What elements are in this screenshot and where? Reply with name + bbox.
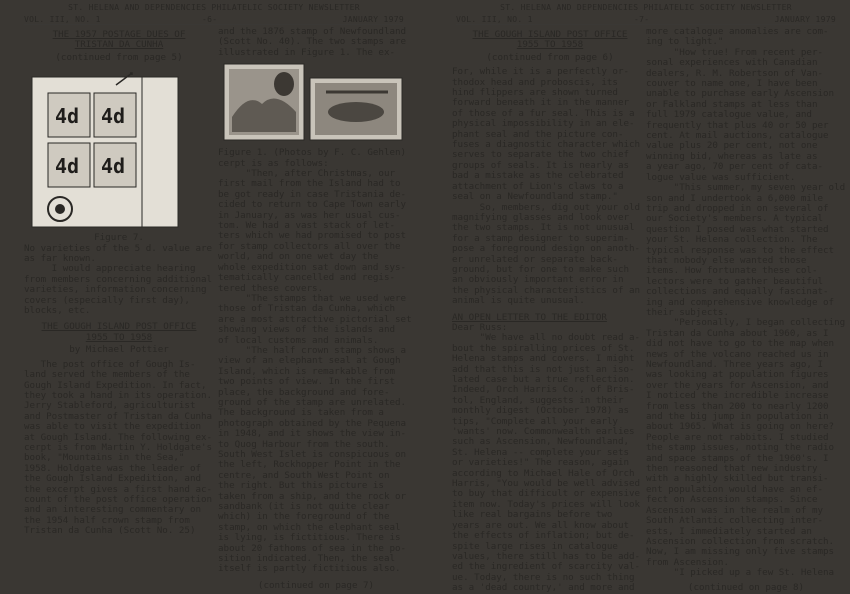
- article-text: and the 1876 stamp of Newfoundland (Scott No. 40). The two stamps are illustrated in Figure 1. The ex-: [218, 26, 407, 58]
- continued-from: (continued from page 5): [55, 51, 183, 63]
- right-column: [218, 26, 414, 591]
- stamps-photo: [218, 62, 408, 146]
- header-rule: [456, 24, 836, 25]
- postage-due-block-image: [30, 71, 180, 231]
- stamp-value: 4d: [101, 104, 126, 129]
- page-number: -7-: [634, 15, 650, 24]
- continued-on: (continued on page 8): [687, 581, 805, 593]
- letter-title: AN OPEN LETTER TO THE EDITOR: [452, 311, 607, 323]
- volume: VOL. III, NO. 1: [456, 15, 533, 24]
- postage-dues-text: No varieties of the 5 d. value are as far known. I would appreciate hearing from members concerning additional varieties, information concerning covers (especially first day), blocks, etc.: [24, 242, 213, 317]
- page-header: [456, 3, 836, 24]
- issue-date: JANUARY 1979: [342, 15, 404, 24]
- right-column: [646, 26, 846, 593]
- byline: by Michael Pottier: [69, 344, 169, 356]
- stamp-value: 4d: [55, 154, 80, 179]
- gough-article-text: The post office of Gough Is- land served the members of the Gough Island Expedition. In fact, they took a hand in its operation. Jerry Stableford, agriculturist and Postmaster of Tristan da Cunha was able to visit the expedition at Gough Island. The following ex- cerpt is from Martin Y. Holdgate's book, "Mountains in the Sea," 1958. Holdgate was the leader of the Gough Island Expedition, and the excerpt gives a first hand ac- count of the post office operation and an interesting commentary on the 1954 half crown stamp from Tristan da Cunha (Scott No. 25): [24, 358, 213, 537]
- right-page: [432, 0, 850, 594]
- article-title: THE 1957 POSTAGE DUES OF TRISTAN DA CUNHA: [52, 29, 186, 51]
- left-column: [24, 30, 214, 550]
- letter-text: "We have all no doubt read a- bout the spiralling prices of St. Helena stamps and covers. I might add that this is not just an iso- lated case but a true reflection. Indeed, Orch Harris Co., of Bris- tol, England, suggests in their monthly digest (October 1978) as tips, "Complete all your early 'wants' now. Commonwealth earlies such as Ascension, Newfoundland, St. Helena -- complete your sets or varieties!" The reason, again according to Michael Hale of Orch Harris, "You would be well advised to buy that difficult or expensive item now. Today's prices will look like real bargains before two years are out. We all know about the effects of inflation; but de- spite large rises in catalogue values, there still has to be add- ed the ingredient of scarcity val- ue. Today, there is no such thing as a 'dead country,' and more and: [452, 332, 641, 594]
- stamp-value: 4d: [55, 104, 80, 129]
- header-title: ST. HELENA AND DEPENDENCIES PHILATELIC SOCIETY NEWSLETTER: [68, 3, 360, 12]
- continued-from: (continued from page 6): [486, 51, 614, 63]
- header-title: ST. HELENA AND DEPENDENCIES PHILATELIC SOCIETY NEWSLETTER: [500, 3, 792, 12]
- continued-on: (continued on page 7): [257, 579, 375, 591]
- excerpt-text: cerpt is as follows: "Then, after Christmas, our first mail from the Island had to be got ready in case Tristania de- cided to return to Cape Town early in January, as was her usual cus- tom. We had a vast stack of let- ters which we had promised to post for stamp collectors all over the world, and on one wet day the whole expedition sat down and sys- tematically cancelled and regis- tered these covers. "The stamps that we used were those of Tristan da Cunha, which are a most attractive pictorial set showing views of the islands and of local customs and animals. "The half crown stamp shows a view of an elephant seal at Gough Island, which is remarkable from two points of view. In the first place, the background and fore- ground of the stamp are unrelated. The background is taken from a photograph obtained by the Pequena in 1948, and it shows the view in- to Quog Harbour from the south. South West Islet is conspicuous on the left, Rockhopper Point in the centre, and South West Point on the right. But this picture is taken from a ship, and the rock or sandbank (it is not quite clear which) in the foreground of the stamp, on which the elephant seal is lying, is fictitious. There is about 20 fathoms of sea in the po- sition indicated. Then, the seal itself is partly fictitious also.: [218, 157, 412, 575]
- article-text: For, while it is a perfectly or- thodox head and proboscis, its hind flippers are shown turned forward beneath it in the manner of those of a fur seal. This is a physical impossibility in an ele- phant seal and the picture con- fuses a diagnostic character which serves to separate the two chief groups of seals. It is nearly as bad a mistake as the celebrated attachment of Lion's claws to a seal on a Newfoundland stamp." So, members, dig out your old magnifying glasses and look over the two stamps. It is not unusual for a stamp designer to superim- pose a foreground design on anoth- er unrelated or separate back- ground, but for one to make such an obviously important error in the physical characteristics of an animal is quite unusual.: [452, 66, 641, 307]
- header-rule: [24, 24, 404, 25]
- page-header: [24, 3, 404, 24]
- salutation: Dear Russ:: [452, 321, 508, 333]
- figure-caption: Figure 1. (Photos by F. C. Gehlen): [218, 147, 407, 159]
- volume: VOL. III, NO. 1: [24, 15, 101, 24]
- left-page: [0, 0, 418, 591]
- article-title: THE GOUGH ISLAND POST OFFICE 1955 TO 1958: [41, 321, 197, 343]
- letter-text: more catalogue anomalies are com- ing to light." "How true! From recent per- sonal experiences with Canadian dealers, R. M. Robertson of Van- couver to name one, I have been unable to purchase early Ascension or Falkland stamps at less than full 1979 catalogue value, and frequently that plus 40 or 50 per cent. At mail auctions, catalogue value plus 20 per cent, not one winning bid, whereas as late as a year ago, 70 per cent of cata- logue value was sufficient. "This summer, my seven year old son and I undertook a 6,000 mile trip and dropped in on several of our Society's members. A typical question I posed was what started your St. Helena collection. The typical response was to the effect that nobody else wanted those items. How fortunate these col- lectors were to gather beautiful collections and equally fascinat- ing and comprehensive knowledge of their subjects. "Personally, I began collecting Tristan da Cunha about 1960, as I did not have to go to the map when news of the volcano reached us in Newfoundland. Three years ago, I was looking at population figures over the years for Ascension, and I noticed the incredible increase from less than 200 to nearly 1200 and the big jump in population in about 1965. What is going on here? People are not rabbits. I studied the stamp issues, noting the radio and space stamps of the 1960's. I then reasoned that new industry with a highly skilled but transi- ent population would have an ef- fect on Ascension stamps. Since Ascension was in the realm of my South Atlantic collecting inter- ests, I immediately started an Ascension collection from scratch. Now, I am missing only five stamps from Ascension. "I picked up a few St. Helena: [646, 26, 846, 579]
- article-title: THE GOUGH ISLAND POST OFFICE 1955 TO 1958: [472, 29, 628, 51]
- page-number: -6-: [202, 15, 218, 24]
- stamp-value: 4d: [101, 154, 126, 179]
- left-column: [452, 29, 648, 594]
- figure-caption: Figure 7.: [94, 232, 144, 244]
- issue-date: JANUARY 1979: [774, 15, 836, 24]
